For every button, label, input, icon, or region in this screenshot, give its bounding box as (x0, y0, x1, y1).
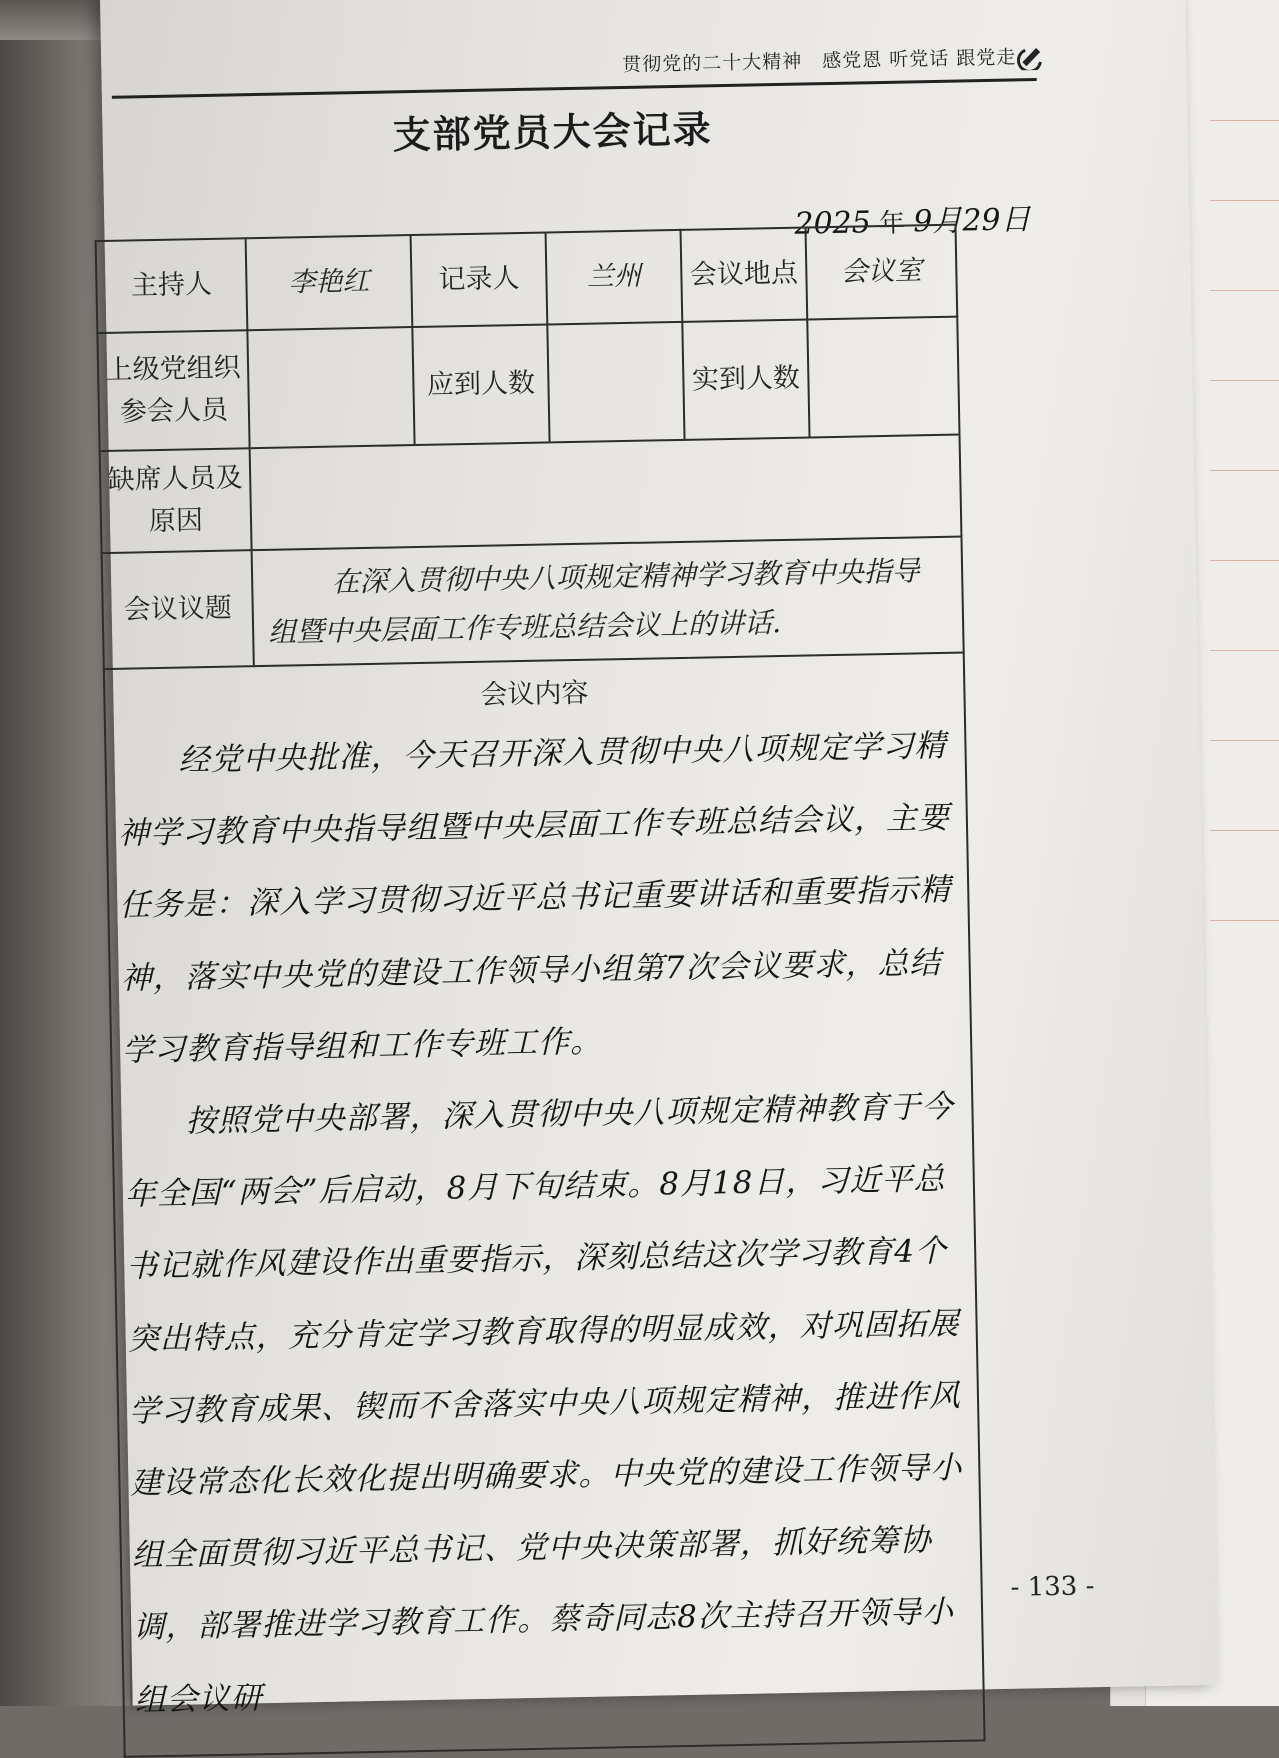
location-value: 会议室 (805, 225, 957, 320)
superior-attendees-value (247, 327, 414, 448)
topic-value: 在深入贯彻中央八项规定精神学习教育中央指导组暨中央层面工作专班总结会议上的讲话. (252, 537, 964, 667)
ruled-line (1210, 470, 1279, 471)
content-paragraph: 按照党中央部署，深入贯彻中央八项规定精神教育于今年全国“两会”后启动，8月下旬结束。8月18日，习近平总书记就作风建设作出重要指示，深刻总结这次学习教育4个突出特点，充分肯定学习教育取得的明显成效，对巩固拓展学习教育成果、锲而不舍落实中央八项规定精神，推进作风建设常态化长效化提出明确要求。中央党的建设工作领导小组全面贯彻习近平总书记、党中央决策部署，抓好统筹协调，部署推进学习教育工作。蔡奇同志8次主持召开领导小组会议研 (124, 1088, 963, 1719)
content-body (106, 707, 983, 1736)
expected-count-value (547, 322, 684, 443)
page-title: 支部党员大会记录 (392, 107, 714, 158)
ruled-line (1210, 650, 1279, 651)
ruled-line (1210, 740, 1279, 741)
host-value: 李艳红 (246, 235, 413, 330)
ruled-line (1210, 120, 1279, 121)
recorder-value: 兰州 (546, 230, 683, 325)
ruled-line (1210, 290, 1279, 291)
ruled-line (1210, 380, 1279, 381)
topic-label: 会议议题 (102, 550, 254, 669)
content-paragraph: 经党中央批准，今天召开深入贯彻中央八项规定学习精神学习教育中央指导组暨中央层面工作专班总结会议，主要任务是：深入学习贯彻习近平总书记重要讲话和重要指示精神，落实中央党的建设工作领导小组第7次会议要求，总结学习教育指导组和工作专班工作。 (117, 727, 952, 1069)
content-heading: 会议内容 (480, 677, 589, 711)
date-month-day: 9月29日 (912, 202, 1031, 240)
location-label: 会议地点 (681, 227, 808, 321)
meeting-record-table (95, 224, 986, 1758)
date-year-label: 年 (878, 208, 906, 240)
recorder-label: 记录人 (411, 232, 548, 327)
ruled-line (1210, 200, 1279, 201)
absent-value (250, 435, 962, 551)
actual-count-label: 实到人数 (682, 319, 809, 439)
header-slogan: 贯彻党的二十大精神 感党恩 听党话 跟党走 (622, 46, 1017, 76)
actual-count-value (807, 317, 959, 438)
meeting-content-cell (104, 653, 985, 1757)
party-emblem-icon (1016, 40, 1047, 71)
absent-label: 缺席人员及原因 (100, 448, 252, 553)
ruled-line (1210, 560, 1279, 561)
notebook-page (100, 0, 1218, 1719)
page-number: - 133 - (1010, 1571, 1095, 1603)
ruled-line (1210, 920, 1279, 921)
host-label: 主持人 (96, 238, 248, 333)
superior-attendees-label: 上级党组织参会人员 (97, 330, 249, 451)
ruled-line (1210, 830, 1279, 831)
expected-count-label: 应到人数 (412, 324, 549, 445)
date-year: 2025 (794, 205, 872, 242)
